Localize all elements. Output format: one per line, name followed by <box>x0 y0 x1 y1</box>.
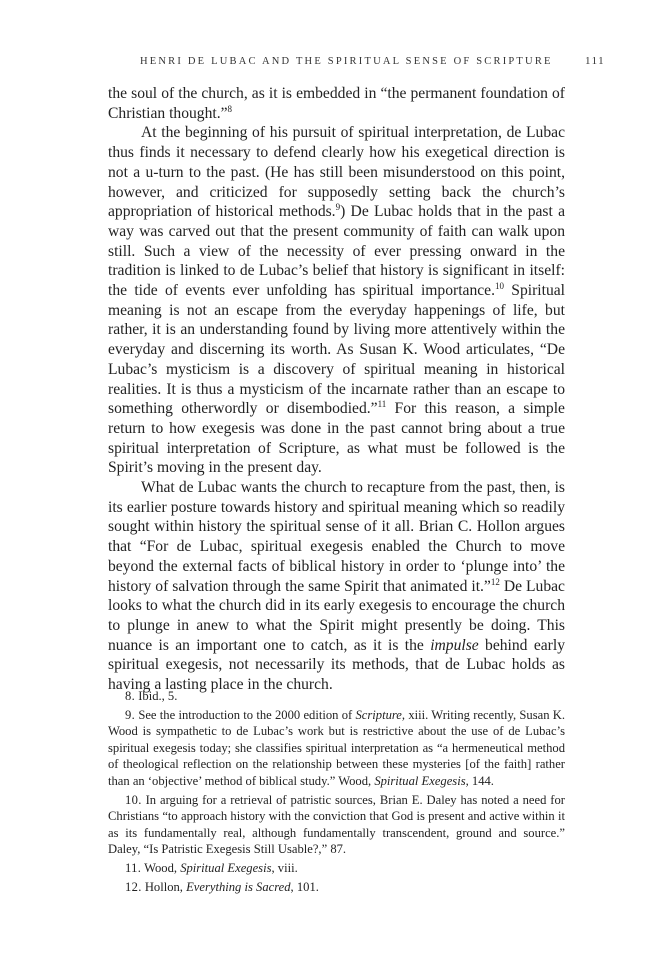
footnote-ref[interactable]: 8 <box>227 103 233 114</box>
paragraph-text: the soul of the church, as it is embedded in “the permanent foundation of Christian thought.” <box>108 85 565 122</box>
footnote-10 <box>108 792 565 858</box>
footnote-text: 144. <box>468 773 494 788</box>
body-text <box>108 84 565 695</box>
footnote-number: 8. <box>125 689 136 703</box>
page-number: 111 <box>585 55 606 67</box>
footnote-11 <box>108 860 565 877</box>
footnote-text: , 101. <box>290 879 319 894</box>
footnote-text: xiii. Writing recently, Susan K. Wood is sympathetic to de Lubac’s work but is restrictive about the use of de Lubac’s spiritual exegesis today; she classifies spiritual interpretation as “a hermeneutical method of theological reflection on the relationship between these mysteries [of the faith] rather than an ‘objective’ method of biblical study.” Wood, <box>108 707 566 788</box>
footnote-text: Hollon, <box>144 879 187 894</box>
footnote-ref[interactable]: 10 <box>495 281 504 292</box>
paragraph-text: Spiritual meaning is not an escape from the everyday happenings of life, but rather, it is an understanding found by living more attentively within the everyday and discerning its worth. As Susan K. Wood articulates, “De Lubac’s mysticism is a discovery of spiritual meaning in historical realities. It is thus a mysticism of the incarnate rather than an escape to something otherwordly or disembodied.” <box>108 282 566 418</box>
emphasis: Everything is Sacred <box>186 879 291 894</box>
paragraph-3 <box>108 478 565 695</box>
paragraph-text: De Lubac looks to what the church did in its early exegesis to encourage the church to plunge in anew to what the Spirit might presently be doing. This nuance is an important one to catch, as it is the <box>108 577 565 654</box>
paragraph-text: behind early spiritual exegesis, not necessarily its methods, that de Lubac holds as having a lasting place in the church. <box>108 636 565 694</box>
footnote-12 <box>108 879 565 896</box>
emphasis: Spiritual Exegesis, <box>374 773 469 788</box>
paragraph-2 <box>108 123 565 478</box>
running-head: HENRI DE LUBAC AND THE SPIRITUAL SENSE OF SCRIPTURE <box>140 56 553 67</box>
paragraph-text: ) De Lubac holds that in the past a way was carved out that the present community of faith can walk upon still. Such a view of the necessity of ever pressing onward in the tradition is linked to de Lubac’s belief that history is significant in itself: the tide of events ever unfolding has spiritual importance. <box>108 203 566 300</box>
footnote-text: In arguing for a retrieval of patristic sources, Brian E. Daley has noted a need for Christians “to approach history with the conviction that God is present and active within it as its fundamentally real, although fundamentally transcendent, ground and source.” Daley, “Is Patristic Exegesis Still Usable?,” 87. <box>108 792 565 857</box>
footnote-number: 12. <box>125 879 142 894</box>
footnote-text: Wood, <box>144 860 181 875</box>
footnote-text: Ibid., 5. <box>138 689 178 703</box>
footnote-number: 9. <box>125 707 136 722</box>
paragraph-1 <box>108 84 565 123</box>
footnote-text: See the introduction to the 2000 edition of <box>138 707 356 722</box>
emphasis: Spiritual Exegesis <box>180 860 272 875</box>
footnote-text: , viii. <box>271 860 298 875</box>
paragraph-text: For this reason, a simple return to how exegesis was done in the past cannot bring about a true spiritual interpretation of Scripture, as what must be followed is the Spirit’s moving in the present day. <box>108 400 565 477</box>
paragraph-text: At the beginning of his pursuit of spiritual interpretation, de Lubac thus finds it necessary to defend clearly how his exegetical direction is not a u-turn to the past. (He has still been misunderstood on this point, however, and criticized for supposedly setting back the church’s appropriation of historical methods. <box>108 124 565 221</box>
footnote-ref[interactable]: 9 <box>335 202 341 213</box>
footnote-number: 10. <box>125 792 142 807</box>
footnote-ref[interactable]: 12 <box>490 576 500 587</box>
footnote-number: 11. <box>125 860 142 875</box>
footnote-9 <box>108 707 565 790</box>
footnote-8 <box>108 688 565 705</box>
footnotes <box>108 688 565 897</box>
paragraph-text: What de Lubac wants the church to recapture from the past, then, is its earlier posture towards history and spiritual meaning which so readily sought within history the spiritual sense of it all. Brian C. Hollon argues that “For de Lubac, spiritual exegesis enabled the Church to move beyond the external facts of biblical history in order to ‘plunge into’ the history of salvation through the same Spirit that animated it.” <box>108 479 565 595</box>
footnote-ref[interactable]: 11 <box>377 399 387 410</box>
emphasis: impulse <box>430 636 479 654</box>
emphasis: Scripture, <box>355 707 406 722</box>
